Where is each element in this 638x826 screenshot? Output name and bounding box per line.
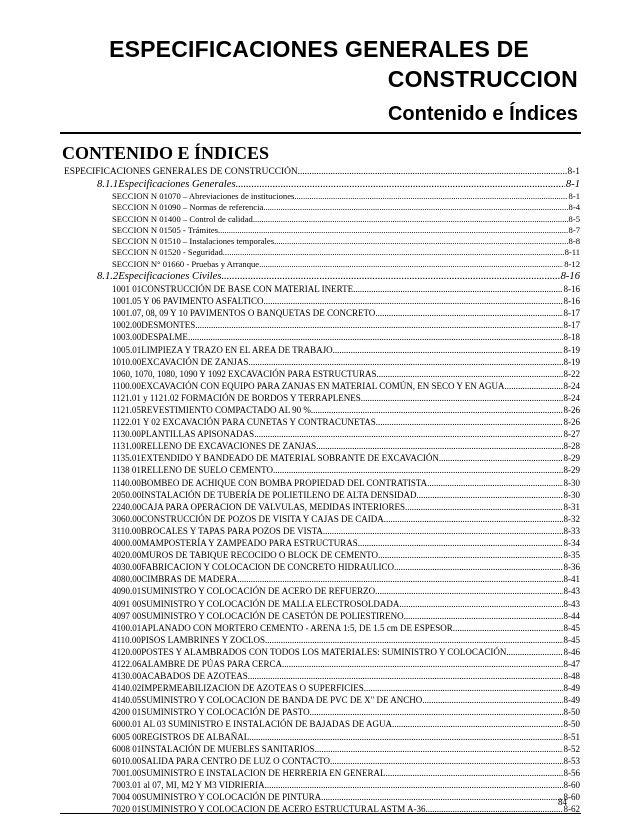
toc-entry-page: 8-45 xyxy=(563,622,580,633)
toc-entry-title: SECCION N 01520 - Seguridad xyxy=(112,247,223,258)
toc-entry-code: 1010.00 xyxy=(112,356,142,367)
toc-entry-page: 8-19 xyxy=(563,356,580,367)
toc-entry-title: ALAMBRE DE PÚAS PARA CERCA. xyxy=(141,658,285,669)
toc-entry-code: 4000.00 xyxy=(112,538,142,549)
toc-entry-page: 8-48 xyxy=(563,671,580,682)
toc-entry-title: SUMINISTRO Y COLOCACION DE BANDA DE PVC DE X" DE ANCHO. xyxy=(141,695,425,706)
toc-entry-page: 8-36 xyxy=(563,562,580,573)
toc-entry[interactable] xyxy=(60,755,580,767)
toc-entry-page: 8-49 xyxy=(563,683,580,694)
toc-entry-code: 1138 01 xyxy=(112,465,141,476)
toc-entry[interactable] xyxy=(60,368,580,380)
toc-entry-code: 4100.01 xyxy=(112,622,142,633)
toc-leader-dots xyxy=(380,549,562,561)
doc-title-line-1: ESPECIFICACIONES GENERALES DE xyxy=(109,36,529,62)
toc-entry-page: 8-60 xyxy=(563,792,580,803)
toc-entry[interactable] xyxy=(60,259,580,270)
toc-entry[interactable] xyxy=(60,513,580,525)
toc-entry[interactable] xyxy=(60,225,580,236)
toc-leader-dots xyxy=(321,791,562,803)
toc-entry[interactable] xyxy=(60,477,580,489)
toc-entry-page: 8-50 xyxy=(563,707,580,718)
toc-entry-title: EXTENDIDO Y BANDEADO DE MATERIAL SOBRANTE DE EXCAVACIÓN. xyxy=(140,453,442,464)
toc-entry-page: 8-30 xyxy=(563,489,580,500)
toc-leader-dots xyxy=(394,561,562,573)
toc-entry-page: 8-28 xyxy=(563,441,580,452)
toc-leader-dots xyxy=(248,356,562,368)
toc-entry-page: 8-26 xyxy=(563,405,580,416)
toc-entry-code: 1121.05 xyxy=(112,405,141,416)
toc-entry[interactable] xyxy=(60,489,580,501)
toc-entry-page: 8-17 xyxy=(563,308,580,319)
toc-entry-page: 8-19 xyxy=(563,344,580,355)
toc-entry-code: 6010.00 xyxy=(112,755,142,766)
toc-entry-code: 1130.00 xyxy=(112,429,141,440)
toc-entry[interactable] xyxy=(60,779,580,791)
toc-entry-page: 8-17 xyxy=(563,320,580,331)
toc-leader-dots xyxy=(323,525,563,537)
toc-entry-page: 8-56 xyxy=(563,767,580,778)
toc-leader-dots xyxy=(221,270,559,283)
toc-entry-page: 8-41 xyxy=(563,574,580,585)
toc-entry[interactable] xyxy=(60,464,580,476)
toc-entry-code: 4200 01 xyxy=(112,707,142,718)
toc-entry[interactable] xyxy=(60,283,580,295)
toc-entry-title: REGISTROS DE ALBAÑAL. xyxy=(141,731,252,742)
toc-entry-code: 1001 01 xyxy=(112,284,142,295)
toc-entry[interactable] xyxy=(60,743,580,755)
toc-entry-code: 4140.02 xyxy=(112,683,142,694)
toc-entry[interactable] xyxy=(60,295,580,307)
toc-entry-title: REVESTIMIENTO COMPACTADO AL 90 % xyxy=(140,405,311,416)
toc-entry[interactable] xyxy=(60,561,580,573)
toc-leader-dots xyxy=(263,295,562,307)
toc-entry[interactable] xyxy=(60,319,580,331)
toc-entry-title: DESMONTES xyxy=(141,320,196,331)
toc-entry[interactable] xyxy=(60,585,580,597)
toc-entry[interactable] xyxy=(60,718,580,730)
toc-entry[interactable] xyxy=(60,202,580,213)
toc-entry-code: 4020.00 xyxy=(112,550,142,561)
toc-entry-title: INSTALACIÓN DE TUBERÍA DE POLIETILENO DE ALTA DENSIDAD. xyxy=(141,489,419,500)
toc-entry-title: EXCAVACIÓN DE ZANJAS xyxy=(141,356,249,367)
toc-entry-page: 8-29 xyxy=(563,453,580,464)
toc-leader-dots xyxy=(298,166,567,178)
toc-leader-dots xyxy=(274,236,567,247)
toc-entry[interactable] xyxy=(60,646,580,658)
toc-entry-title: PLANTILLAS APISONADAS xyxy=(140,429,255,440)
toc-entry-code: 1005.01 xyxy=(112,344,142,355)
toc-entry-code: 7001.00 xyxy=(112,767,142,778)
toc-leader-dots xyxy=(425,694,563,706)
toc-entry-title: SUMINISTRO Y COLOCACIÓN DE ACERO DE REFUERZO xyxy=(141,586,376,597)
footer-rule xyxy=(60,813,581,814)
toc-leader-dots xyxy=(188,331,563,343)
toc-entry[interactable] xyxy=(60,214,580,225)
toc-entry-code: 1003.00 xyxy=(112,332,142,343)
toc-entry[interactable] xyxy=(60,404,580,416)
toc-entry-code: 4110.00 xyxy=(112,634,141,645)
toc-entry-title: SUMINISTRO E INSTALACION DE HERRERIA EN GENERAL. xyxy=(141,767,388,778)
toc-entry-page: 8-29 xyxy=(563,465,580,476)
toc-entry-code: 6005 00 xyxy=(112,731,142,742)
toc-leader-dots xyxy=(388,767,563,779)
toc-entry-code: 4120.00 xyxy=(112,646,142,657)
toc-entry-page: 8-4 xyxy=(568,202,580,213)
toc-entry[interactable] xyxy=(60,440,580,452)
toc-entry[interactable] xyxy=(60,501,580,513)
toc-entry[interactable] xyxy=(60,166,580,178)
toc-entry-title: 1121.01 y 1121.02 FORMACIÓN DE BORDOS Y TERRAPLENES xyxy=(112,392,361,403)
toc-entry-code: 4080.00 xyxy=(112,574,142,585)
toc-leader-dots xyxy=(311,404,563,416)
toc-entry-title: MAMPOSTERÍA Y ZAMPEADO PARA ESTRUCTURAS xyxy=(141,538,358,549)
toc-entry-code: 4140.05 xyxy=(112,695,142,706)
toc-entry-code: 4091 00 xyxy=(112,598,142,609)
toc-entry[interactable] xyxy=(60,573,580,585)
toc-entry-code: 3060.00 xyxy=(112,513,142,524)
toc-entry-code: 8.1.2 xyxy=(97,271,119,283)
toc-entry-page: 8-18 xyxy=(563,332,580,343)
toc-entry-title: 1001.05 Y 06 PAVIMENTO ASFALTICO xyxy=(112,296,264,307)
toc-entry[interactable] xyxy=(60,694,580,706)
toc-entry[interactable] xyxy=(60,307,580,319)
toc-entry-page: 8-31 xyxy=(563,501,580,512)
table-of-contents xyxy=(60,166,580,815)
toc-leader-dots xyxy=(223,247,564,258)
toc-leader-dots xyxy=(507,380,563,392)
toc-entry-page: 8-16 xyxy=(563,296,580,307)
toc-entry-title: FABRICACION Y COLOCACION DE CONCRETO HIDRAULICO xyxy=(141,562,395,573)
toc-entry-page: 8-53 xyxy=(563,755,580,766)
toc-entry-page: 8-43 xyxy=(563,586,580,597)
toc-leader-dots xyxy=(427,477,562,489)
toc-entry-code: 4130.00 xyxy=(112,671,142,682)
toc-entry[interactable] xyxy=(60,549,580,561)
toc-entry-page: 8-43 xyxy=(563,598,580,609)
toc-entry[interactable] xyxy=(60,537,580,549)
toc-entry-page: 8-30 xyxy=(563,477,580,488)
toc-entry-page: 8-1 xyxy=(567,167,580,177)
toc-leader-dots xyxy=(375,307,562,319)
toc-leader-dots xyxy=(361,392,563,404)
toc-entry-title: SECCION N 01505 - Trámites xyxy=(112,224,218,235)
toc-entry[interactable] xyxy=(60,416,580,428)
toc-entry-page: 8-52 xyxy=(563,743,580,754)
toc-entry-title: SUMINISTRO Y COLOCACIÓN DE MALLA ELECTROSOLDADA xyxy=(141,598,400,609)
toc-leader-dots xyxy=(399,598,562,610)
document-header xyxy=(0,0,638,135)
toc-entry-page: 8-5 xyxy=(568,213,580,224)
toc-leader-dots xyxy=(419,489,563,501)
toc-leader-dots xyxy=(253,214,568,225)
toc-entry-title: CAJA PARA OPERACION DE VALVULAS, MEDIDAS INTERIORES xyxy=(141,501,406,512)
toc-leader-dots xyxy=(506,646,562,658)
toc-leader-dots xyxy=(259,259,563,270)
toc-leader-dots xyxy=(252,731,563,743)
toc-entry-code: 1131.00 xyxy=(112,441,141,452)
toc-leader-dots xyxy=(294,191,567,202)
toc-entry-title: Especificaciones Civiles xyxy=(118,271,222,283)
toc-entry-title: APLANADO CON MORTERO CEMENTO - ARENA 1:5, DE 1.5 cm DE ESPESOR. xyxy=(141,622,456,633)
toc-entry[interactable] xyxy=(60,658,580,670)
toc-entry-title: 1060, 1070, 1080, 1090 Y 1092 EXCAVACIÓN PARA ESTRUCTURAS xyxy=(112,368,377,379)
toc-entry-page: 8-60 xyxy=(563,779,580,790)
toc-entry-title: 1122.01 Y 02 EXCAVACIÓN PARA CUNETAS Y CONTRACUNETAS xyxy=(112,417,376,428)
toc-leader-dots xyxy=(284,658,562,670)
toc-entry-title: POSTES Y ALAMBRADOS CON TODOS LOS MATERIALES: SUMINISTRO Y COLOCACIÓN xyxy=(141,646,507,657)
toc-leader-dots xyxy=(195,319,562,331)
toc-entry-title: BOMBEO DE ACHIQUE CON BOMBA PROPIEDAD DEL CONTRATISTA xyxy=(140,477,428,488)
toc-entry-title: EXCAVACIÓN CON EQUIPO PARA ZANJAS EN MATERIAL COMÚN, EN SECO Y EN AGUA. xyxy=(140,380,507,391)
toc-entry-page: 8-34 xyxy=(563,538,580,549)
toc-leader-dots xyxy=(384,513,563,525)
toc-entry-page: 8-47 xyxy=(563,658,580,669)
toc-entry-title: Especificaciones Generales xyxy=(118,179,236,190)
toc-entry[interactable] xyxy=(60,178,580,191)
toc-entry-page: 8-44 xyxy=(563,610,580,621)
toc-entry-title: MUROS DE TABIQUE RECOCIDO O BLOCK DE CEMENTO. xyxy=(141,550,381,561)
toc-entry-title: 1001.07, 08, 09 Y 10 PAVIMENTOS O BANQUETAS DE CONCRETO xyxy=(112,308,376,319)
toc-entry-page: 8-22 xyxy=(563,368,580,379)
toc-entry-page: 8-26 xyxy=(563,417,580,428)
toc-leader-dots xyxy=(265,779,563,791)
toc-leader-dots xyxy=(364,682,563,694)
doc-subtitle: Contenido e Índices xyxy=(387,103,578,125)
toc-entry-title: SECCION N 01400 – Control de calidad xyxy=(112,213,253,224)
toc-entry-page: 8-33 xyxy=(563,525,580,536)
toc-entry-code: 7004 00 xyxy=(112,792,142,803)
toc-entry-page: 8-12 xyxy=(564,258,580,269)
toc-leader-dots xyxy=(376,416,563,428)
toc-entry-title: SECCION N 01070 – Abreviaciones de instituciones xyxy=(112,191,295,201)
toc-leader-dots xyxy=(441,452,562,464)
toc-entry-code: 8.1.1 xyxy=(97,179,119,190)
toc-entry[interactable] xyxy=(60,622,580,634)
toc-entry[interactable] xyxy=(60,634,580,646)
doc-title-line-2: CONSTRUCCION xyxy=(387,66,578,92)
toc-entry-page: 8-49 xyxy=(563,695,580,706)
toc-entry-title: SUMINISTRO Y COLOCACION DE ACERO ESTRUCTURAL ASTM A-36. xyxy=(141,804,428,815)
toc-entry-page: 8-62 xyxy=(563,804,580,815)
toc-entry-page: 8-24 xyxy=(563,392,580,403)
toc-entry-title: SECCION N 01090 – Normas de referencia xyxy=(112,202,264,213)
page-number: 84 xyxy=(558,797,567,807)
toc-leader-dots xyxy=(273,464,563,476)
toc-leader-dots xyxy=(263,202,567,213)
toc-entry-code: 6008 01 xyxy=(112,743,142,754)
toc-entry-title: DESPALME xyxy=(141,332,188,343)
toc-entry-title: CONSTRUCCIÓN DE POZOS DE VISITA Y CAJAS DE CAIDA xyxy=(141,513,384,524)
toc-entry-title: RELLENO DE EXCAVACIONES DE ZANJAS xyxy=(140,441,317,452)
toc-entry-title: SECCION N° 01660 - Pruebas y Arranque xyxy=(112,258,260,269)
toc-entry-code: 2050.00 xyxy=(112,489,142,500)
toc-entry-title: PISOS LAMBRINES Y ZOCLOS xyxy=(140,634,266,645)
toc-entry-page: 8-8 xyxy=(568,236,580,247)
toc-entry-page: 8-24 xyxy=(563,380,580,391)
toc-entry-code: 4097 00 xyxy=(112,610,142,621)
toc-entry-page: 8-45 xyxy=(563,634,580,645)
toc-entry-title: 7003.01 al 07, MI, M2 Y M3 VIDRIERIA xyxy=(112,779,265,790)
toc-entry-title: SECCION N 01510 – Instalaciones temporales xyxy=(112,236,275,247)
toc-entry[interactable] xyxy=(60,525,580,537)
toc-entry-title: CIMBRAS DE MADERA xyxy=(141,574,238,585)
toc-leader-dots xyxy=(376,368,562,380)
toc-entry[interactable] xyxy=(60,236,580,247)
toc-entry-title: BROCALES Y TAPAS PARA POZOS DE VISTA xyxy=(140,525,323,536)
toc-entry-code: 3110.00 xyxy=(112,525,141,536)
toc-entry-code: 7020 01 xyxy=(112,804,142,815)
toc-leader-dots xyxy=(455,622,562,634)
toc-entry-page: 8-32 xyxy=(563,513,580,524)
toc-entry-code: 2240.00 xyxy=(112,501,142,512)
toc-entry-page: 8-46 xyxy=(563,646,580,657)
toc-entry[interactable] xyxy=(60,191,580,202)
toc-entry-title: SUMINISTRO Y COLOCACIÓN DE CASETÓN DE POLIESTIRENO xyxy=(141,610,404,621)
toc-entry[interactable] xyxy=(60,670,580,682)
toc-entry-code: 4030.00 xyxy=(112,562,142,573)
toc-leader-dots xyxy=(315,743,563,755)
toc-entry-title: SALIDA PARA CENTRO DE LUZ O CONTACTO xyxy=(141,755,331,766)
toc-entry[interactable] xyxy=(60,344,580,356)
toc-entry-code: 4090.01 xyxy=(112,586,142,597)
toc-entry[interactable] xyxy=(60,706,580,718)
toc-leader-dots xyxy=(236,178,565,191)
toc-leader-dots xyxy=(375,585,562,597)
toc-leader-dots xyxy=(353,283,562,295)
toc-entry-page: 8-16 xyxy=(560,271,580,283)
toc-entry-page: 8-16 xyxy=(563,284,580,295)
toc-entry[interactable] xyxy=(60,791,580,803)
toc-entry[interactable] xyxy=(60,392,580,404)
toc-entry-code: 4122.06 xyxy=(112,658,142,669)
toc-entry-page: 8-7 xyxy=(568,224,580,235)
toc-entry-code: 1002.00 xyxy=(112,320,142,331)
toc-entry[interactable] xyxy=(60,356,580,368)
toc-entry-title: ESPECIFICACIONES GENERALES DE CONSTRUCCIÓN xyxy=(64,167,298,177)
toc-entry[interactable] xyxy=(60,331,580,343)
toc-entry[interactable] xyxy=(60,610,580,622)
toc-leader-dots xyxy=(218,225,568,236)
toc-entry-page: 8-27 xyxy=(563,429,580,440)
toc-entry-title: CONSTRUCCIÓN DE BASE CON MATERIAL INERTE xyxy=(141,284,354,295)
toc-leader-dots xyxy=(392,718,563,730)
toc-leader-dots xyxy=(248,670,563,682)
toc-entry-code: 1135.01 xyxy=(112,453,141,464)
toc-entry-title: RELLENO DE SUELO CEMENTO xyxy=(140,465,273,476)
toc-entry-title: SUMINISTRO Y COLOCACIÓN DE PASTO xyxy=(141,707,310,718)
toc-entry[interactable] xyxy=(60,452,580,464)
toc-leader-dots xyxy=(358,537,563,549)
toc-entry-page: 8-50 xyxy=(563,719,580,730)
toc-leader-dots xyxy=(333,344,563,356)
toc-entry-page: 8-1 xyxy=(565,179,580,190)
toc-leader-dots xyxy=(310,706,563,718)
toc-entry[interactable] xyxy=(60,731,580,743)
toc-leader-dots xyxy=(316,440,562,452)
toc-entry-page: 8-51 xyxy=(563,731,580,742)
toc-entry-title: IMPERMEABILIZACION DE AZOTEAS O SUPERFICIES xyxy=(141,683,364,694)
toc-entry-code: 1100.00 xyxy=(112,380,141,391)
toc-entry-title: SUMINISTRO Y COLOCACIÓN DE PINTURA xyxy=(141,792,322,803)
toc-entry-page: 8-1 xyxy=(568,191,580,201)
toc-leader-dots xyxy=(237,573,562,585)
toc-entry-title: LIMPIEZA Y TRAZO EN EL AREA DE TRABAJO xyxy=(141,344,333,355)
toc-entry[interactable] xyxy=(60,247,580,258)
toc-leader-dots xyxy=(330,755,562,767)
toc-leader-dots xyxy=(254,428,562,440)
toc-entry-title: 6000.01 AL 03 SUMINISTRO E INSTALACIÓN DE BAJADAS DE AGUA xyxy=(112,719,392,730)
toc-entry[interactable] xyxy=(60,270,580,283)
section-title: CONTENIDO E ÍNDICES xyxy=(62,143,270,163)
header-rule xyxy=(60,132,581,134)
toc-leader-dots xyxy=(405,501,562,513)
toc-leader-dots xyxy=(265,634,562,646)
toc-entry-code: 1140.00 xyxy=(112,477,141,488)
toc-entry[interactable] xyxy=(60,380,580,392)
toc-entry-title: INSTALACIÓN DE MUEBLES SANITARIOS xyxy=(141,743,315,754)
toc-entry-page: 8-35 xyxy=(563,550,580,561)
toc-entry-page: 8-11 xyxy=(564,247,580,258)
toc-entry[interactable] xyxy=(60,767,580,779)
toc-entry[interactable] xyxy=(60,682,580,694)
toc-entry[interactable] xyxy=(60,428,580,440)
toc-entry[interactable] xyxy=(60,598,580,610)
toc-leader-dots xyxy=(404,610,563,622)
toc-entry-title: ACABADOS DE AZOTEAS xyxy=(141,671,248,682)
